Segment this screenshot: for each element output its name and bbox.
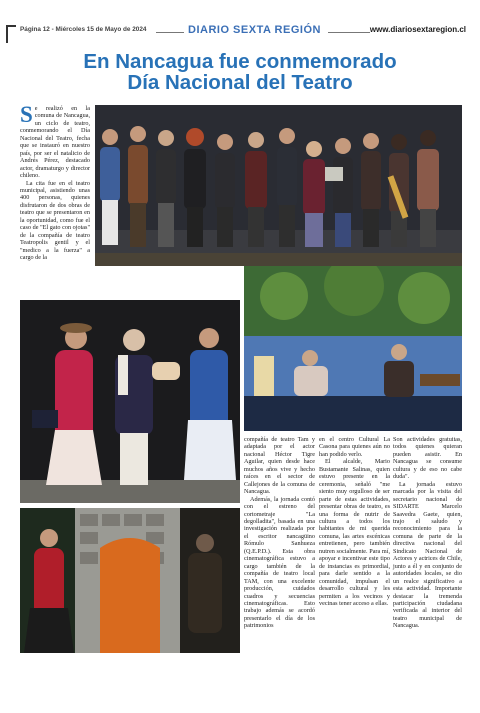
col3-para-2: El alcalde, Mario Bustamante Salinas, quien estuvo presente en la ceremonia, señaló "me siento muy orgulloso de ser parte de estas actividades, presentar obras de teatro, es una forma de nutrir de cultura a todos los habitantes de mi querida comuna, las artes escénicas entretienen, pero también nutren socialmente. Para mí, apoyar e incentivar este tipo de instancias es primordial, para darle sentido a la comunidad, impulsan el desarrollo cultural y les permiten a los vecinos y vecinas tener acceso a ellas. — [319, 458, 390, 607]
header-rule-right — [328, 32, 370, 33]
col3-para-1: en el centro Cultural La Casona para quienes aún no han podido verlo. — [319, 436, 390, 458]
page-header — [14, 25, 466, 41]
article-column-3 — [319, 436, 390, 607]
headline-line-2: Día Nacional del Teatro — [127, 71, 353, 94]
article-column-1 — [20, 102, 90, 262]
photo-actors-performing — [20, 300, 240, 503]
photo-group-on-stage — [95, 105, 462, 266]
drop-cap: S — [20, 102, 33, 127]
col1-para-1-text: e realizó en la comuna de Nancagua, un ciclo de teatro, conmemorando el Día Nacional del Teatro, fecha que se instauró en nuestro país, por ser el natalicio de Andrés Pérez, destacado actor, dramaturgo y director chileno. — [20, 105, 90, 180]
header-rule-left — [156, 32, 184, 33]
article-column-2 — [244, 436, 315, 630]
photo-scene-stone-backdrop — [20, 508, 240, 653]
page-info: Página 12 - Miércoles 15 de Mayo de 2024 — [20, 26, 147, 33]
col2-para-1: compañía de teatro Tam y adaptada por el actor nacional Héctor Tigre Aguilar, quien desde hace muchos años vive y hecho raíces en el sector de Callejones de la comuna de Nancagua. — [244, 436, 315, 496]
article-column-4 — [393, 436, 462, 630]
col1-para-1 — [20, 102, 90, 180]
headline-line-1: En Nancagua fue conmemorado — [83, 50, 397, 73]
corner-mark — [6, 25, 16, 43]
col4-para-1: Son actividades gratuitas, todos quienes quieran pueden asistir. En Nancagua se consume cultura y de eso no cabe duda". — [393, 436, 462, 481]
col1-para-2: La cita fue en el teatro municipal, asistiendo unas 400 personas, quienes disfrutaron de dos obras de teatro que se presentaron en la oportunidad, como fue el caso de "El gato con ojotas" de la compañía de teatro Teatropolis gentil y el "medico a la fuerza" a cargo de la — [20, 179, 90, 262]
col2-para-2: Además, la jornada contó con el estreno del cortometraje "La degolladita", basada en una investigación realizada por el escritor nancagüino Rómulo Sanhueza (Q.E.P.D.). Esta obra cinematográfica estuvo a cargo también de la compañía de teatro local TAM, con una excelente producción, cuidados cuadros y secuencias cinematográficas. Esto trabajo además se acordó presentarlo el día de los patrimonios — [244, 495, 315, 630]
col4-para-2: La jornada estuvo marcada por la visita del secretario nacional de SIDARTE Marcelo Saavedra Gaete, quien, trajo el saludo y reconocimiento para la comuna de parte de la directiva nacional del Sindicato Nacional de Actores y actrices de Chile, junto a él y en conjunto de autoridades locales, se dio un realce significativo a esta actividad. Importante destacar la tremenda participación ciudadana verificada al interior del teatro municipal de Nancagua. — [393, 480, 462, 630]
newspaper-brand: DIARIO SEXTA REGIÓN — [188, 24, 321, 36]
website: www.diariosextaregion.cl — [369, 25, 466, 34]
photo-stage-scene-blue-backdrop — [244, 266, 462, 431]
